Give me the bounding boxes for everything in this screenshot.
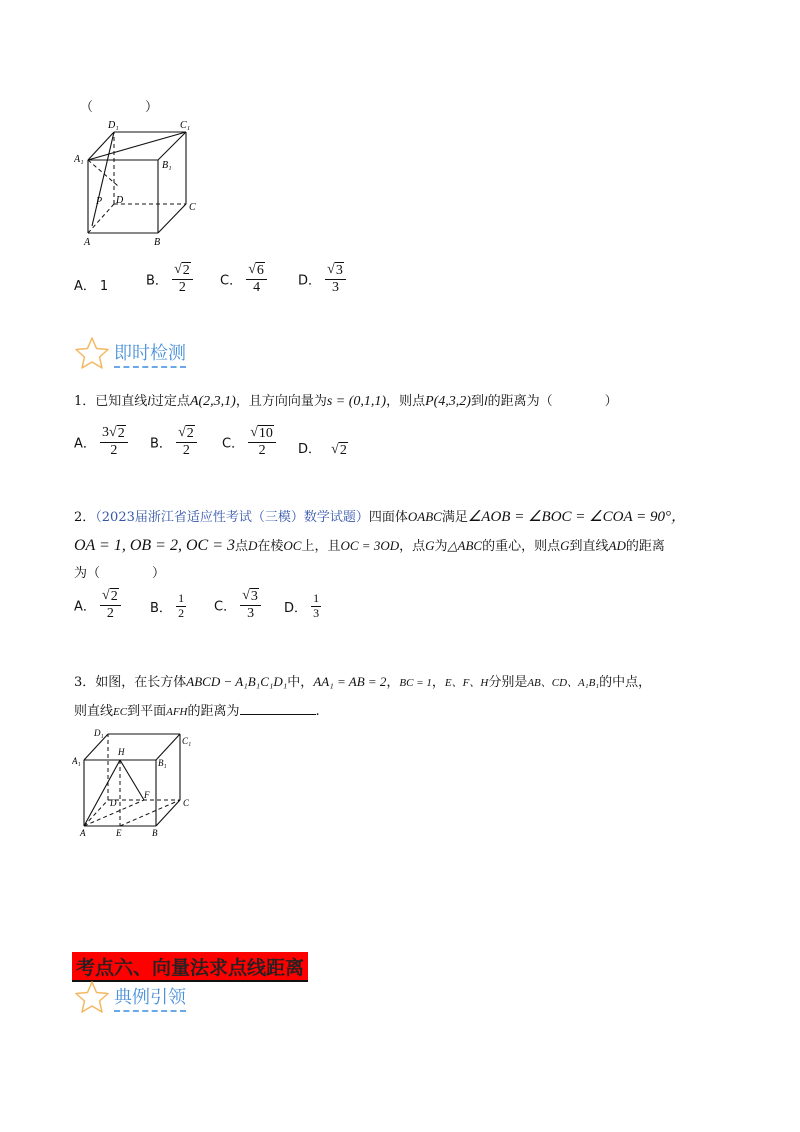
question-2-line-2: OA = 1, OB = 2, OC = 3点D在棱OC上，且OC = 3OD，点G为△ABC的重心，则点G到直线AD的距离 xyxy=(74,537,665,554)
label-f: F xyxy=(144,790,150,800)
section-header-examples xyxy=(74,980,186,1014)
label-a: A xyxy=(84,237,91,248)
label-b: B xyxy=(152,828,158,838)
option-a[interactable]: A． 1 xyxy=(74,279,109,294)
question-source: （2023届浙江省适应性考试（三模）数学试题） xyxy=(95,510,369,525)
star-icon xyxy=(74,336,110,370)
label-a: A xyxy=(80,828,86,838)
label-c1: C₁ xyxy=(180,120,191,131)
option-d[interactable]: D． √ 2 xyxy=(298,442,347,458)
cube-figure xyxy=(74,118,214,248)
fraction: √ 3 3 xyxy=(325,262,346,296)
question-1: 1．已知直线l过定点A(2,3,1)，且方向向量为s = (0,1,1)，则点P(4,3,2)到l的距离为（ ） xyxy=(74,393,618,409)
label-b1: B₁ xyxy=(162,160,172,171)
label-d: D xyxy=(116,195,124,206)
fraction: √ 6 4 xyxy=(246,262,267,296)
option-a[interactable]: A． √ 2 2 xyxy=(74,588,121,622)
label-e: E xyxy=(116,828,122,838)
question-2-line-3: 为（ ） xyxy=(74,566,166,581)
question-3-line-2: 则直线EC到平面AFH的距离为 . xyxy=(74,704,320,719)
topic-heading: 考点六、向量法求点线距离 xyxy=(72,952,308,982)
label-b1: B₁ xyxy=(158,758,167,768)
option-b[interactable]: B． √ 2 2 xyxy=(146,262,193,296)
option-b[interactable]: B． $\frac{1}{2}$ xyxy=(150,591,185,620)
fraction: √ 2 2 xyxy=(172,262,193,296)
label-d1: D₁ xyxy=(94,728,104,738)
section-header-practice xyxy=(74,336,186,370)
section-title: 典例引领 xyxy=(114,983,186,1012)
option-d[interactable]: D． √ 3 3 xyxy=(298,262,346,296)
label-c: C xyxy=(189,202,196,213)
label-d1: D₁ xyxy=(108,120,119,131)
option-d[interactable]: D． $\frac{1}{3}$ xyxy=(284,591,320,620)
option-b[interactable]: B． √ 2 2 xyxy=(150,425,197,459)
option-c[interactable]: C． √ 6 4 xyxy=(220,262,267,296)
label-c: C xyxy=(183,798,190,808)
label-a1: A₁ xyxy=(72,756,81,766)
label-d: D xyxy=(110,798,117,808)
option-c[interactable]: C． √ 10 2 xyxy=(222,425,276,459)
answer-blank[interactable] xyxy=(240,702,316,715)
option-c[interactable]: C． √ 3 3 xyxy=(214,588,261,622)
label-a1: A₁ xyxy=(74,154,84,165)
star-icon xyxy=(74,980,110,1014)
question-2: 2．（2023届浙江省适应性考试（三模）数学试题）四面体OABC满足∠AOB = ∠BOC = ∠COA = 90°， xyxy=(74,509,686,525)
label-b: B xyxy=(154,237,161,248)
question-3: 3．如图，在长方体ABCD − A₁B₁C₁D₁中，AA₁ = AB = 2，BC = 1，E、F、H分别是AB、CD、A₁B₁的中点， xyxy=(74,674,652,690)
cuboid-figure xyxy=(72,726,208,840)
label-p: P xyxy=(96,196,103,207)
option-a[interactable]: A． 3 √ 2 2 xyxy=(74,425,128,459)
answer-paren: （ ） xyxy=(80,100,159,115)
label-h: H xyxy=(118,747,125,757)
label-c1: C₁ xyxy=(182,736,192,746)
section-title: 即时检测 xyxy=(114,339,186,368)
